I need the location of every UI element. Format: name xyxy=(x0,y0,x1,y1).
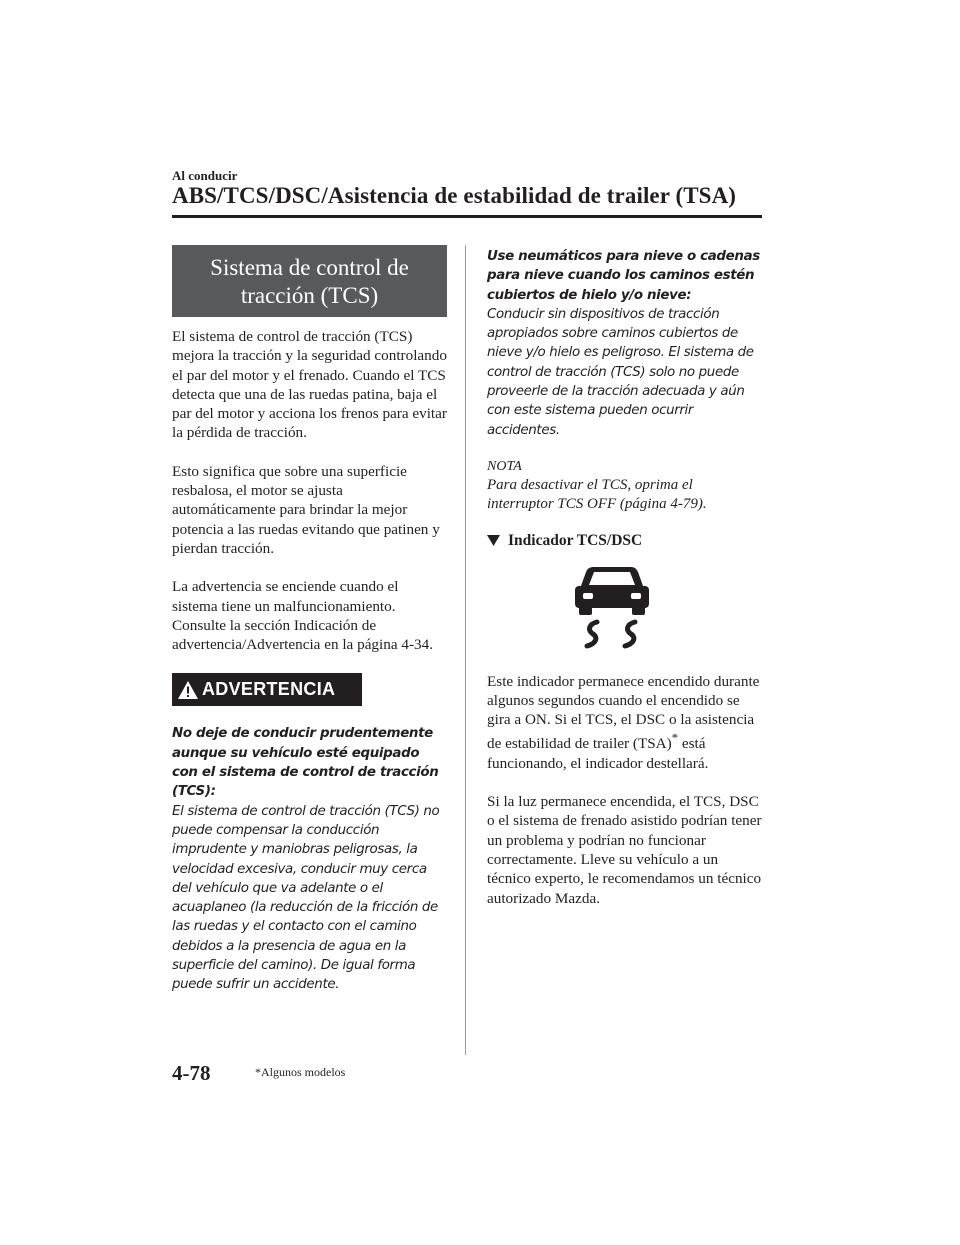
warning-body: El sistema de control de tracción (TCS) no puede compensar la conducción imprudente y maniobras peligrosas, la velocidad excesiva, conducir muy cerca del vehículo que va adelante o el acuaplaneo (la reducción de la fricción de las ruedas y el contacto con el camino debidos a la presencia de agua en la superficie del camino). De igual forma puede sufrir un accidente. xyxy=(172,803,440,993)
body-paragraph: Esto significa que sobre una superficie resbalosa, el motor se ajusta automáticamente para brindar la mejor potencia a las ruedas evitando que patinen y pierdan tracción. xyxy=(172,462,440,557)
warning-label-box xyxy=(172,673,362,706)
warning-triangle-icon xyxy=(174,673,202,706)
note-text: Para desactivar el TCS, oprima el interruptor TCS OFF (página 4-79). xyxy=(487,476,707,513)
body-paragraph: Si la luz permanece encendida, el TCS, DSC o el sistema de frenado asistido podrían tener un problema y podrían no funcionar correctamente. Lleve su vehículo a un técnico experto, le recomendamos un técnico autorizado Mazda. xyxy=(487,793,762,907)
warning-heading: No deje de conducir prudentemente aunque su vehículo esté equipado con el sistema de control de tracción (TCS): xyxy=(172,726,439,800)
subsection-title: Indicador TCS/DSC xyxy=(508,531,643,549)
right-column xyxy=(487,247,763,927)
note-heading: NOTA xyxy=(487,458,522,474)
column-divider xyxy=(465,245,466,1055)
left-column xyxy=(172,245,447,995)
title-rule xyxy=(172,215,762,218)
body-paragraph: Este indicador permanece encendido durante algunos segundos cuando el encendido se gira a ON. Si el TCS, el DSC o la asistencia de estabilidad de trailer (TSA)* está funcionando, el indicador destellará. xyxy=(487,672,760,772)
subsection-heading xyxy=(487,532,763,550)
footnote: *Algunos modelos xyxy=(255,1065,346,1079)
warning-heading: Use neumáticos para nieve o cadenas para nieve cuando los caminos estén cubiertos de hielo y/o nieve: xyxy=(487,249,760,303)
warning-label: ADVERTENCIA xyxy=(202,679,336,700)
tcs-dsc-skid-car-icon xyxy=(567,564,657,649)
body-paragraph: El sistema de control de tracción (TCS) mejora la tracción y la seguridad controlando el par del motor y el frenado. Cuando el TCS detecta que una de las ruedas patina, baja el par del motor y acciona los frenos para evitar la pérdida de tracción. xyxy=(172,328,447,442)
breadcrumb: Al conducir xyxy=(172,168,238,183)
triangle-bullet-icon xyxy=(487,534,500,547)
page-number: 4-78 xyxy=(172,1061,211,1085)
section-title-banner: Sistema de control de tracción (TCS) xyxy=(172,245,447,317)
body-paragraph: La advertencia se enciende cuando el sistema tiene un malfuncionamiento. Consulte la sección Indicación de advertencia/Advertencia en la página 4-34. xyxy=(172,578,434,654)
page-title: ABS/TCS/DSC/Asistencia de estabilidad de trailer (TSA) xyxy=(172,183,737,208)
footnote-asterisk: * xyxy=(671,731,679,746)
warning-body: Conducir sin dispositivos de tracción apropiados sobre caminos cubiertos de nieve y/o hielo es peligroso. El sistema de control de tracción (TCS) solo no puede proveerle de la tracción adecuada y aún con este sistema pueden ocurrir accidentes. xyxy=(487,306,754,438)
